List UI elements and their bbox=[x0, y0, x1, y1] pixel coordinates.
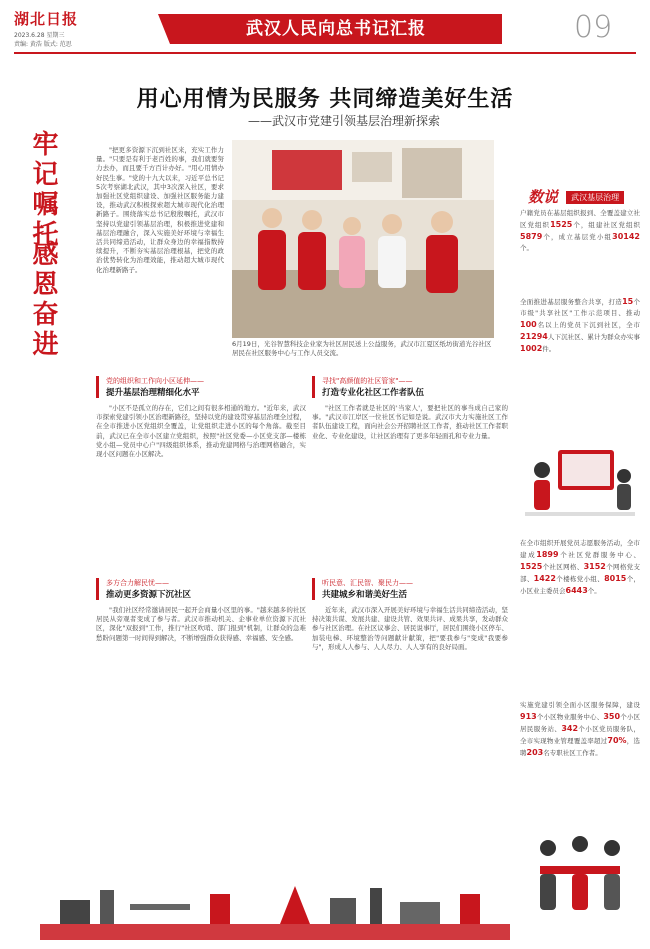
sb1-num-1: 1525 bbox=[550, 220, 573, 229]
sidebar-illustration-2 bbox=[520, 826, 640, 926]
sb2-text-d: 人下沉社区、累计为群众办实事 bbox=[547, 333, 640, 341]
masthead bbox=[14, 8, 78, 49]
city-skyline-illustration bbox=[40, 880, 510, 940]
article-column-3 bbox=[96, 606, 306, 872]
article-column-1 bbox=[96, 404, 306, 572]
article-column-4 bbox=[312, 606, 508, 872]
vertical-slogan-1: 牢记嘱托 bbox=[28, 130, 58, 250]
sidebar-stat-block-4 bbox=[520, 700, 640, 759]
sidebar-stat-block-2 bbox=[520, 296, 640, 355]
sb1-num-3: 30142 bbox=[612, 232, 640, 241]
section-kicker: 多方合力解民忧—— bbox=[106, 579, 169, 587]
section-bar bbox=[96, 376, 99, 398]
section-bar bbox=[312, 376, 315, 398]
sidebar-stat-block-1 bbox=[520, 208, 640, 254]
sb2-text-e: 件。 bbox=[542, 345, 556, 353]
sidebar-stat-block-3 bbox=[520, 538, 640, 597]
sidebar-illustration-1 bbox=[520, 432, 640, 524]
section-bar bbox=[312, 578, 315, 600]
section-kicker: 党的组织和工作向小区延伸—— bbox=[106, 377, 204, 385]
sb4-num-1: 913 bbox=[520, 712, 537, 721]
sb4-text-d: 个小区党员服务队，全市实现物业管理覆盖率超过 bbox=[520, 725, 641, 745]
sb3-text-f: 个，小区业主委员会 bbox=[520, 575, 641, 595]
feature-photo bbox=[232, 140, 494, 338]
headline: 用心用情为民服务 共同缔造美好生活 bbox=[136, 86, 514, 112]
sb2-num-4: 1002 bbox=[520, 344, 543, 353]
sb2-num-3: 21294 bbox=[520, 332, 548, 341]
section-title: 共建城乡和谐美好生活 bbox=[322, 590, 408, 600]
sb3-text-c: 个社区网格、 bbox=[542, 563, 584, 571]
section-bar bbox=[96, 578, 99, 600]
sb1-num-2: 5879 bbox=[520, 232, 543, 241]
section-banner: 武汉人民向总书记汇报 bbox=[170, 14, 502, 44]
sb3-num-1: 1899 bbox=[536, 550, 559, 559]
sb1-text-c: 个，成立基层党小组 bbox=[542, 233, 613, 241]
sb4-text-b: 个小区物业服务中心、 bbox=[536, 713, 604, 721]
sb3-text-b: 个社区党群服务中心、 bbox=[558, 551, 641, 559]
sb4-num-3: 342 bbox=[561, 724, 579, 733]
sb4-text-f: 名专职社区工作者。 bbox=[543, 749, 602, 757]
sb1-text-d: 个。 bbox=[520, 244, 533, 252]
sb3-text-e: 个楼栋党小组、 bbox=[555, 575, 605, 583]
sb3-text-g: 个。 bbox=[587, 587, 601, 595]
subheadline: ——武汉市党建引领基层治理新探索 bbox=[247, 114, 440, 128]
sb4-text-a: 实施党建引领全面小区服务保障，建设 bbox=[520, 701, 640, 709]
masthead-date: 2023.6.28 星期三 bbox=[14, 32, 65, 39]
sb4-num-2: 350 bbox=[603, 712, 621, 721]
section-title: 推动更多资源下沉社区 bbox=[106, 590, 192, 600]
sb4-text-c: 个小区居民服务站、 bbox=[520, 713, 641, 733]
sidebar-tag: 武汉基层治理 bbox=[566, 191, 624, 204]
page-number: 09 bbox=[574, 10, 613, 45]
sb3-num-3: 3152 bbox=[583, 562, 606, 571]
sb3-num-6: 6443 bbox=[565, 586, 588, 595]
photo-caption: 6月19日，光谷智慧科技企业家为社区居民送上公益服务，武汉市江夏区纸坊街道光谷社区居民在社区服务中心与工作人员交流。 bbox=[232, 340, 492, 357]
masthead-editor: 责编: 黄浩 版式: 范思 bbox=[14, 41, 72, 48]
sb4-num-5: 203 bbox=[526, 748, 544, 757]
sb1-text-a: 户籍党员在基层组织报到、全覆盖建立社区党组织 bbox=[520, 209, 640, 229]
newspaper-logo: 湖北日报 bbox=[14, 10, 79, 28]
header-rule bbox=[14, 52, 636, 54]
article-paragraph: 近年来，武汉市深入开展美好环境与幸福生活共同缔造活动，坚持决策共谋、发展共建、建设共管、效果共评、成果共享，发动群众参与社区治理。在社区议事会、居民说事厅，居民们围绕小区停车、加装电梯、环境整治等问题献计献策，把"要我参与"变成"我要参与"，形成人人参与、人人尽力、人人享有的良好局面。 bbox=[312, 606, 508, 651]
sb2-text-a: 全面推进基层服务整合共享，打造 bbox=[520, 298, 623, 306]
sb1-text-b: 个，组建社区党组织 bbox=[572, 221, 641, 229]
sb2-text-b: 个市级"共享社区"工作示范项目、推动 bbox=[520, 298, 641, 317]
sb3-num-2: 1525 bbox=[520, 562, 543, 571]
sb3-num-5: 8015 bbox=[604, 574, 627, 583]
sb2-text-c: 名以上的党员下沉到社区，全市 bbox=[536, 321, 640, 329]
sidebar-italic-title: 数说 bbox=[528, 188, 559, 206]
sb4-num-4: 70% bbox=[607, 736, 627, 745]
masthead-meta bbox=[14, 31, 78, 49]
intro-paragraph: "把更多资源下沉到社区来，充实工作力量。"只要是有利于老百姓的事，我们就要努力去办，而且要千方百计办好。"用心用情办好民生事。"党的十九大以来，习近平总书记5次考察湖北武汉，其中3次深入社区，要求加强社区党组织建设、加强社区服务能力建设，推动武汉积极探索超大城市现代化治理新路子。围绕落实总书记殷殷嘱托，武汉市坚持以党建引领基层治理，积极推进党建和基层治理融合，深入实施美好环境与幸福生活共同缔造活动，让群众身边的幸福指数持续提升，不断夯实基层治理根基，把党的政治优势转化为治理效能，推动超大城市现代化治理新路子。 bbox=[96, 146, 224, 274]
sidebar-header bbox=[528, 186, 624, 207]
sb3-text-a: 在全市组织开展党员志愿服务活动，全市建成 bbox=[520, 539, 640, 559]
section-title: 打造专业化社区工作者队伍 bbox=[322, 388, 425, 398]
sb3-text-d: 个网格党支部、 bbox=[520, 563, 641, 583]
sb4-text-e: ，选聘 bbox=[520, 737, 641, 757]
sb2-num-2: 100 bbox=[520, 320, 537, 329]
article-paragraph: "我们社区经常邀请居民一起开会商量小区里的事。"越来越多的社区居民从旁观者变成了参与者。武汉市推动机关、企事业单位资源下沉社区，深化"双报到"工作，推行"社区吹哨、部门报到"机制，让群众的急难愁盼问题第一时间得到解决，不断增强群众获得感、幸福感、安全感。 bbox=[96, 606, 306, 642]
article-column-2 bbox=[312, 404, 508, 572]
section-kicker: 寻找"高颜值的社区管家"—— bbox=[322, 377, 413, 385]
vertical-slogan-2: 感恩奋进 bbox=[28, 240, 58, 360]
article-paragraph: "社区工作者就是社区的'当家人'，要把社区的事当成自己家的事。"武汉市江岸区一位社区书记如是说。武汉市大力实施社区工作者队伍建设工程，面向社会公开招聘社区工作者，推动社区工作者职业化、专业化建设，让社区治理有了更多年轻面孔和专业力量。 bbox=[312, 404, 508, 440]
section-title: 提升基层治理精细化水平 bbox=[106, 388, 200, 398]
section-kicker: 听民意、汇民智、聚民力—— bbox=[322, 579, 413, 587]
intro-article bbox=[96, 146, 224, 352]
sb2-num-1: 15 bbox=[622, 297, 634, 306]
sb3-num-4: 1422 bbox=[533, 574, 556, 583]
article-paragraph: "小区不是孤立的存在，它们之间有很多相通的地方。"近年来，武汉市探索党建引领小区治理新路径，坚持以党的建设贯穿基层治理全过程，在全市推进小区党组织全覆盖，让党组织走进小区的每个角落。截至目前，武汉已在全市小区建立党组织，按照"社区党委—小区党支部—楼栋党小组—党员中心户"四级组织体系，推动党建网格与治理网格融合，实现小区问题在小区解决。 bbox=[96, 404, 306, 459]
